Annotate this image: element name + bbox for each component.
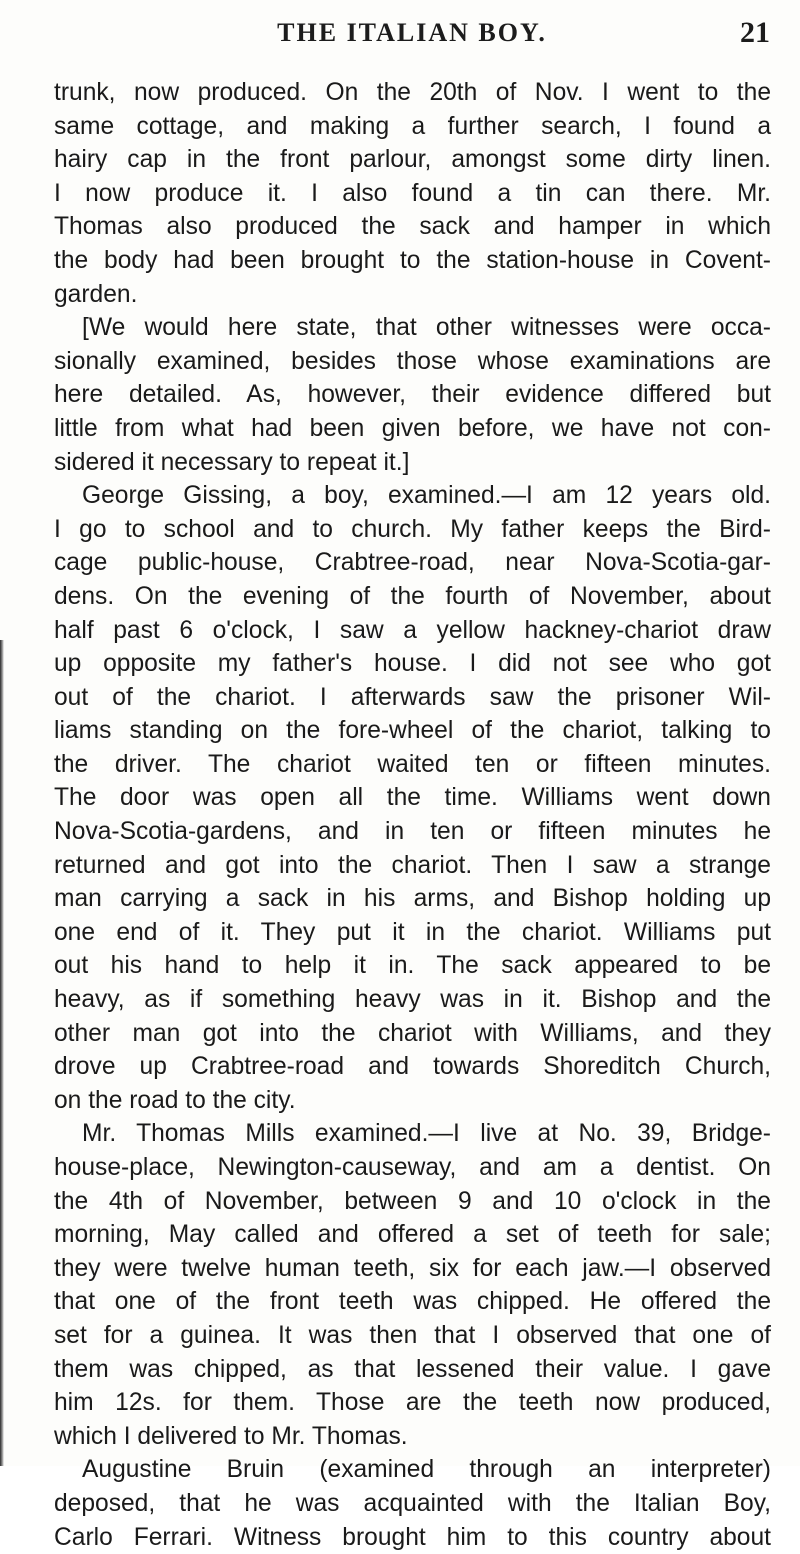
text-line: heavy, as if something heavy was in it. Bishop and the xyxy=(54,986,771,1014)
text-line: man carrying a sack in his arms, and Bishop holding up xyxy=(54,885,771,913)
text-line: garden. xyxy=(54,280,138,308)
text-line: on the road to the city. xyxy=(54,1086,296,1114)
text-line: Carlo Ferrari. Witness brought him to this country about xyxy=(54,1523,771,1551)
text-line: I go to school and to church. My father keeps the Bird- xyxy=(54,515,771,543)
text-line: set for a guinea. It was then that I observed that one of xyxy=(54,1321,771,1349)
running-title: THE ITALIAN BOY. xyxy=(277,18,547,47)
text-line: half past 6 o'clock, I saw a yellow hackney-chariot draw xyxy=(54,616,771,644)
text-line: here detailed. As, however, their evidence differed but xyxy=(54,381,771,409)
text-line: [We would here state, that other witnesses were occa- xyxy=(82,314,771,342)
text-line: they were twelve human teeth, six for each jaw.—I observed xyxy=(54,1254,771,1282)
text-line: which I delivered to Mr. Thomas. xyxy=(54,1422,408,1450)
text-line: the driver. The chariot waited ten or fifteen minutes. xyxy=(54,750,771,778)
text-line: sidered it necessary to repeat it.] xyxy=(54,448,410,476)
running-head xyxy=(54,18,770,54)
text-line: the 4th of November, between 9 and 10 o'clock in the xyxy=(54,1187,771,1215)
page-number: 21 xyxy=(740,16,770,49)
text-line: out his hand to help it in. The sack appeared to be xyxy=(54,952,771,980)
text-line: one end of it. They put it in the chariot. Williams put xyxy=(54,918,771,946)
body-text xyxy=(54,76,771,1554)
text-line: same cottage, and making a further search, I found a xyxy=(54,112,771,140)
text-line: dens. On the evening of the fourth of November, about xyxy=(54,582,771,610)
text-line: The door was open all the time. Williams went down xyxy=(54,784,771,812)
text-line: sionally examined, besides those whose examinations are xyxy=(54,347,771,375)
text-line: cage public-house, Crabtree-road, near Nova-Scotia-gar- xyxy=(54,549,771,577)
text-line: out of the chariot. I afterwards saw the prisoner Wil- xyxy=(54,683,771,711)
text-line: I now produce it. I also found a tin can there. Mr. xyxy=(54,179,771,207)
text-line: the body had been brought to the station-house in Covent- xyxy=(54,246,771,274)
text-line: morning, May called and offered a set of teeth for sale; xyxy=(54,1221,771,1249)
text-line: him 12s. for them. Those are the teeth now produced, xyxy=(54,1389,771,1417)
text-line: returned and got into the chariot. Then I saw a strange xyxy=(54,851,771,879)
text-line: house-place, Newington-causeway, and am a dentist. On xyxy=(54,1154,771,1181)
text-line: Nova-Scotia-gardens, and in ten or fifteen minutes he xyxy=(54,818,771,846)
text-line: trunk, now produced. On the 20th of Nov. I went to the xyxy=(54,79,771,106)
text-line: up opposite my father's house. I did not see who got xyxy=(54,650,771,678)
text-line: Mr. Thomas Mills examined.—I live at No. 39, Bridge- xyxy=(82,1120,771,1148)
page-binding-shadow xyxy=(0,640,4,1466)
text-line: Augustine Bruin (examined through an interpreter) xyxy=(82,1456,771,1484)
text-line: drove up Crabtree-road and towards Shoreditch Church, xyxy=(54,1053,771,1081)
text-line: Thomas also produced the sack and hamper in which xyxy=(54,213,771,241)
text-line: them was chipped, as that lessened their value. I gave xyxy=(54,1355,771,1383)
text-line: little from what had been given before, we have not con- xyxy=(54,414,771,442)
text-line: hairy cap in the front parlour, amongst some dirty linen. xyxy=(54,146,771,174)
text-line: George Gissing, a boy, examined.—I am 12 years old. xyxy=(82,482,771,510)
text-line: liams standing on the fore-wheel of the chariot, talking to xyxy=(54,717,771,745)
text-line: other man got into the chariot with Williams, and they xyxy=(54,1019,771,1047)
text-line: that one of the front teeth was chipped. He offered the xyxy=(54,1288,771,1316)
text-line: deposed, that he was acquainted with the Italian Boy, xyxy=(54,1489,771,1517)
